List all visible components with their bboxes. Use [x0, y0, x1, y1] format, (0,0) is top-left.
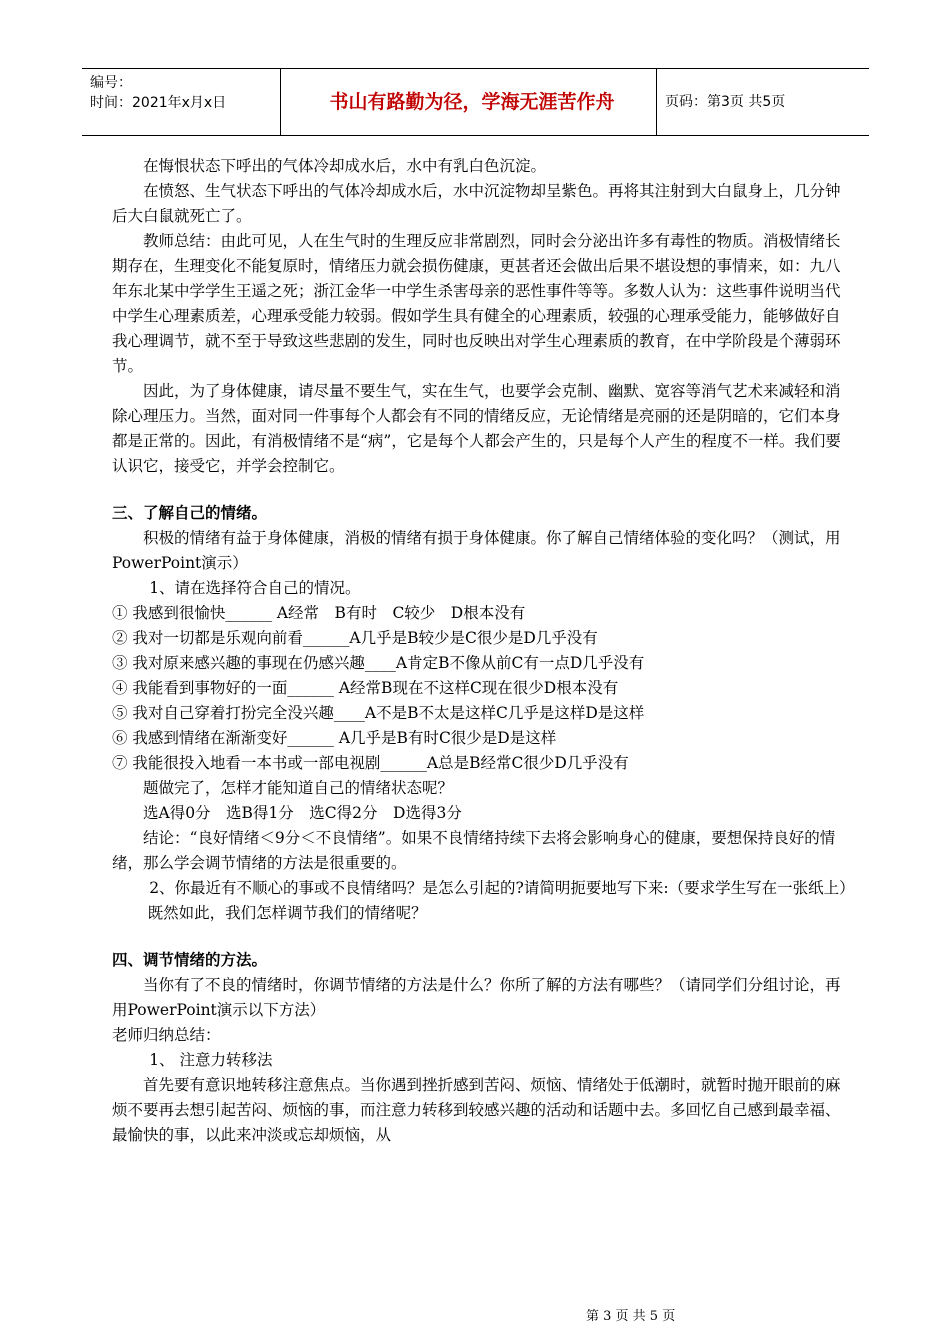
header-page-info: 页码：第3页 共5页 [665, 94, 786, 110]
paragraph: 选A得0分 选B得1分 选C得2分 D选得3分 [143, 804, 462, 822]
paragraph: 教师总结：由此可见，人在生气时的生理反应非常剧烈，同时会分泌出许多有毒性的物质。消极情绪长期存在，生理变化不能复原时，情绪压力就会损伤健康，更甚者还会做出后果不堪设想的事情来，如：九八年东北某中学学生王遥之死；浙江金华一中学生杀害母亲的恶性事件等等。多数人认为：这些事件说明当代中学生心理素质差，心理承受能力较弱。假如学生具有健全的心理素质，较强的心理承受能力，能够做好自我心理调节，就不至于导致这些悲剧的发生，同时也反映出对学生心理素质的教育，在中学阶段是个薄弱环节。 [112, 232, 841, 375]
paragraph: ⑥ 我感到情绪在渐渐变好______ A几乎是B有时C很少是D是这样 [112, 729, 557, 747]
paragraph: 2、你最近有不顺心的事或不良情绪吗？是怎么引起的?请简明扼要地写下来:（要求学生写在一张纸上） [149, 879, 855, 897]
header-divider-left [280, 69, 281, 135]
document-body [112, 154, 855, 1148]
paragraph: ② 我对一切都是乐观向前看______A几乎是B较少是C很少是D几乎没有 [112, 629, 598, 647]
section-heading: 四、调节情绪的方法。 [112, 951, 268, 969]
paragraph: 当你有了不良的情绪时，你调节情绪的方法是什么？你所了解的方法有哪些？（请同学们分组讨论，再用PowerPoint演示以下方法） [112, 976, 841, 1019]
section-heading: 三、了解自己的情绪。 [112, 504, 268, 522]
paragraph: 首先要有意识地转移注意焦点。当你遇到挫折感到苦闷、烦恼、情绪处于低潮时，就暂时抛开眼前的麻烦不要再去想引起苦闷、烦恼的事，而注意力转移到较感兴趣的活动和话题中去。多回忆自己感到最幸福、最愉快的事，以此来冲淡或忘却烦恼，从 [112, 1076, 841, 1144]
paragraph: ④ 我能看到事物好的一面______ A经常B现在不这样C现在很少D根本没有 [112, 679, 619, 697]
paragraph: 老师归纳总结： [112, 1026, 221, 1044]
paragraph: ③ 我对原来感兴趣的事现在仍感兴趣____A肯定B不像从前C有一点D几乎没有 [112, 654, 645, 672]
paragraph: ⑦ 我能很投入地看一本书或一部电视剧______A总是B经常C很少D几乎没有 [112, 754, 629, 772]
paragraph: 1、请在选择符合自己的情况。 [149, 579, 361, 597]
header-meta [90, 73, 226, 113]
paragraph: 积极的情绪有益于身体健康，消极的情绪有损于身体健康。你了解自己情绪体验的变化吗？（测试，用PowerPoint演示） [112, 529, 841, 572]
page-footer: 第 3 页 共 5 页 [586, 1309, 676, 1324]
paragraph: 结论：“良好情绪＜9分＜不良情绪”。如果不良情绪持续下去将会影响身心的健康，要想保持良好的情绪，那么学会调节情绪的方法是很重要的。 [112, 829, 836, 872]
header-divider-right [656, 69, 657, 135]
paragraph: 在悔恨状态下呼出的气体冷却成水后，水中有乳白色沉淀。 [143, 157, 547, 175]
number-label: 编号： [90, 75, 132, 91]
page-header [82, 68, 869, 136]
paragraph: ⑤ 我对自己穿着打扮完全没兴趣____A不是B不太是这样C几乎是这样D是这样 [112, 704, 645, 722]
paragraph: 因此，为了身体健康，请尽量不要生气，实在生气，也要学会克制、幽默、宽容等消气艺术来减轻和消除心理压力。当然，面对同一件事每个人都会有不同的情绪反应，无论情绪是亮丽的还是阴暗的，它们本身都是正常的。因此，有消极情绪不是“病”，它是每个人都会产生的，只是每个人产生的程度不一样。我们要认识它，接受它，并学会控制它。 [112, 382, 841, 475]
paragraph: 题做完了，怎样才能知道自己的情绪状态呢？ [143, 779, 454, 797]
paragraph: 1、 注意力转移法 [149, 1051, 273, 1069]
paragraph: ① 我感到很愉快______ A经常 B有时 C较少 D根本没有 [112, 604, 526, 622]
time-label: 时间：2021年x月x日 [90, 95, 227, 111]
paragraph: 既然如此，我们怎样调节我们的情绪呢？ [147, 904, 427, 922]
header-motto: 书山有路勤为径，学海无涯苦作舟 [329, 91, 615, 113]
paragraph: 在愤怒、生气状态下呼出的气体冷却成水后，水中沉淀物却呈紫色。再将其注射到大白鼠身上，几分钟后大白鼠就死亡了。 [112, 182, 841, 225]
